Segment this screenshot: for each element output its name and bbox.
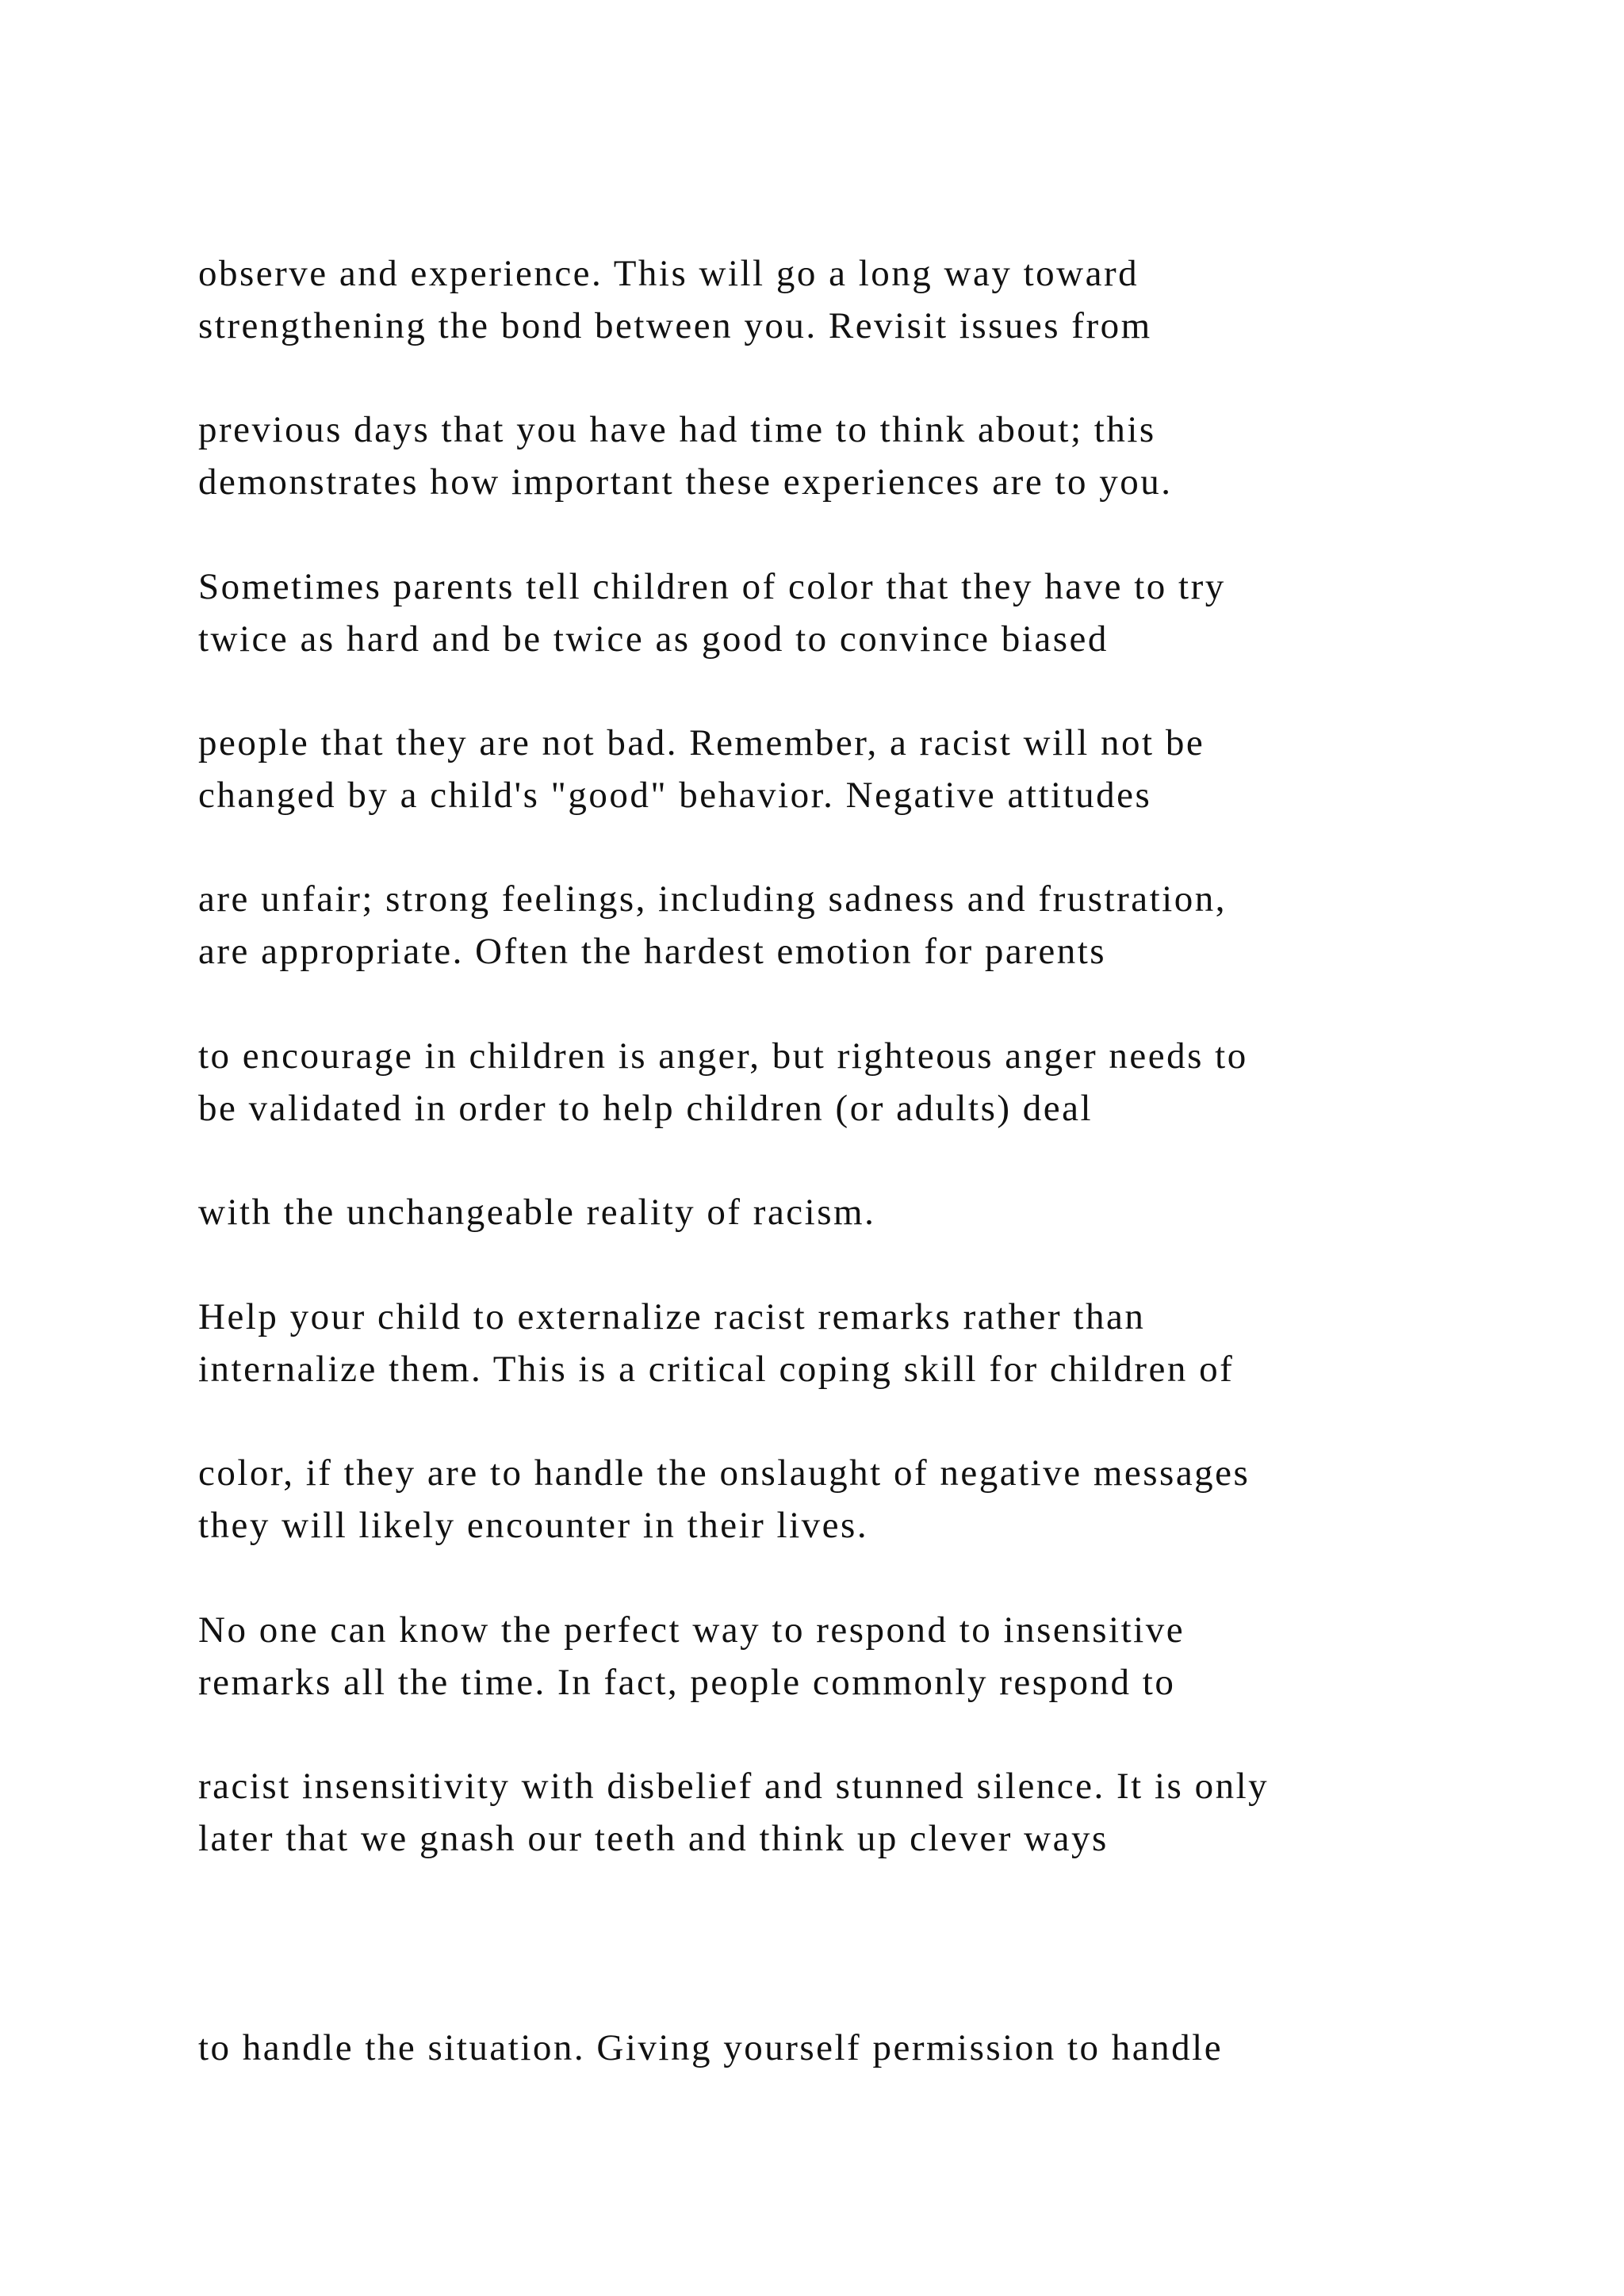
text-line: to handle the situation. Giving yourself permission to handle bbox=[198, 2027, 1224, 2068]
text-line: people that they are not bad. Remember, a racist will not be bbox=[198, 722, 1205, 763]
text-line: Help your child to externalize racist remarks rather than bbox=[198, 1296, 1146, 1337]
text-line: color, if they are to handle the onslaught of negative messages bbox=[198, 1452, 1251, 1494]
text-line: to encourage in children is anger, but righteous anger needs to bbox=[198, 1035, 1248, 1077]
text-line: changed by a child's "good" behavior. Negative attitudes bbox=[198, 775, 1152, 816]
text-line: racist insensitivity with disbelief and stunned silence. It is only bbox=[198, 1766, 1270, 1807]
text-line: twice as hard and be twice as good to convince biased bbox=[198, 618, 1109, 660]
text-line: No one can know the perfect way to respond to insensitive bbox=[198, 1609, 1185, 1651]
text-line: remarks all the time. In fact, people commonly respond to bbox=[198, 1662, 1176, 1703]
text-line: internalize them. This is a critical coping skill for children of bbox=[198, 1349, 1235, 1390]
text-line: strengthening the bond between you. Revisit issues from bbox=[198, 305, 1152, 346]
text-line: later that we gnash our teeth and think up clever ways bbox=[198, 1818, 1109, 1859]
text-line: they will likely encounter in their lives. bbox=[198, 1505, 869, 1546]
text-line: are unfair; strong feelings, including sadness and frustration, bbox=[198, 878, 1227, 920]
text-line: previous days that you have had time to think about; this bbox=[198, 409, 1156, 450]
text-line: are appropriate. Often the hardest emotion for parents bbox=[198, 931, 1107, 972]
text-line: demonstrates how important these experiences are to you. bbox=[198, 461, 1173, 503]
text-line: with the unchangeable reality of racism. bbox=[198, 1192, 876, 1233]
text-line: observe and experience. This will go a long way toward bbox=[198, 253, 1139, 294]
text-line: be validated in order to help children (or adults) deal bbox=[198, 1088, 1094, 1129]
text-line: Sometimes parents tell children of color that they have to try bbox=[198, 566, 1226, 607]
